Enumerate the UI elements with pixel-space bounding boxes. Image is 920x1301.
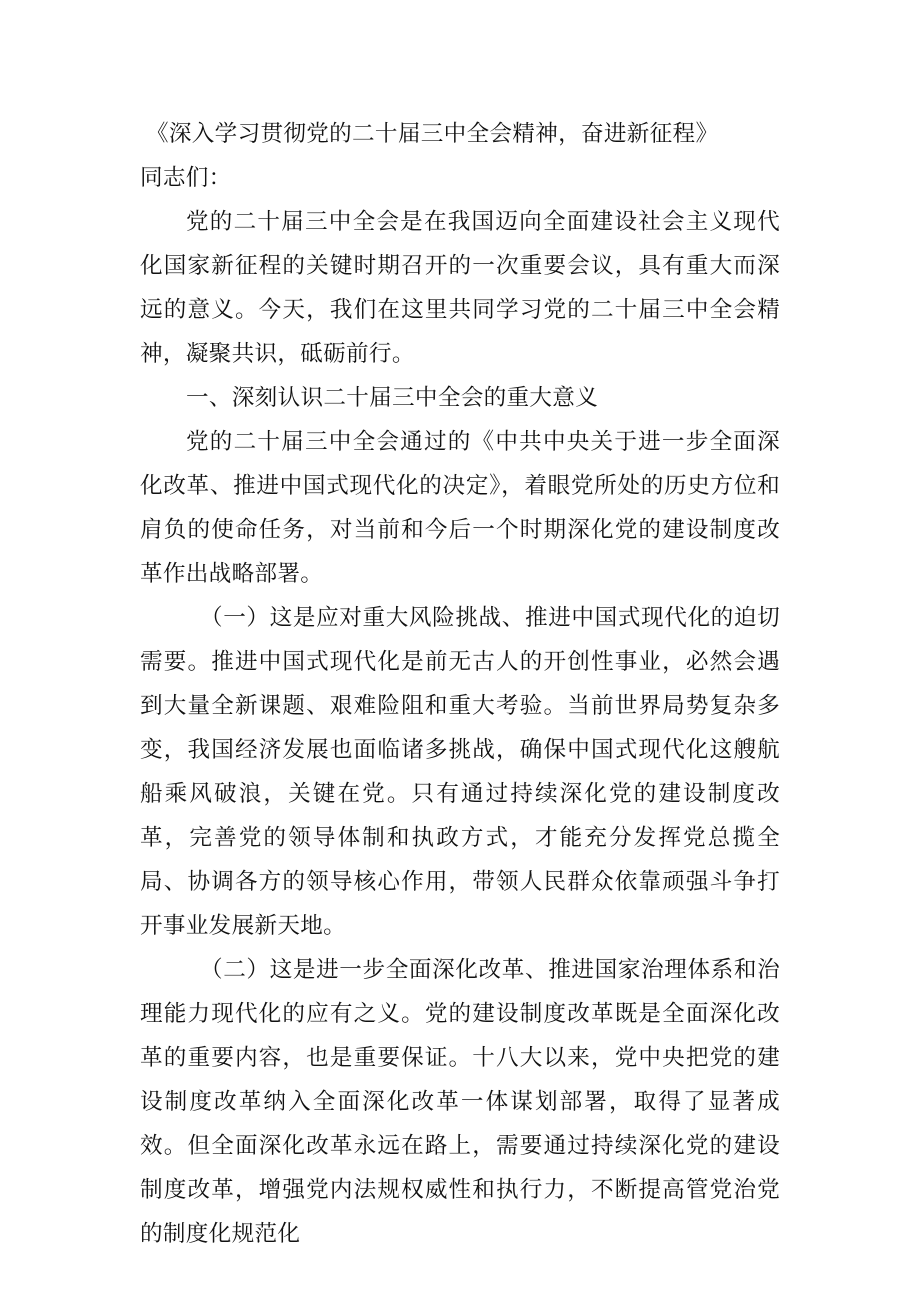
section-heading-1: 一、深刻认识二十届三中全会的重大意义 [186, 385, 599, 411]
paragraph-point-2: （二）这是进一步全面深化改革、推进国家治理体系和治理能力现代化的应有之义。党的建设制度改革既是全面深化改革的重要内容，也是重要保证。十八大以来，党中央把党的建设制度改革纳入全面深化改革一体谋划部署，取得了显著成效。但全面深化改革永远在路上，需要通过持续深化党的建设制度改革，增强党内法规权威性和执行力，不断提高管党治党的制度化规范化 [140, 957, 780, 1247]
document-title: 《深入学习贯彻党的二十届三中全会精神，奋进新征程》 [146, 121, 719, 147]
paragraph-decision: 党的二十届三中全会通过的《中共中央关于进一步全面深化改革、推进中国式现代化的决定》，着眼党所处的历史方位和肩负的使命任务，对当前和今后一个时期深化党的建设制度改革作出战略部署。 [140, 429, 780, 587]
document-body [140, 112, 780, 1256]
paragraph-point-1: （一）这是应对重大风险挑战、推进中国式现代化的迫切需要。推进中国式现代化是前无古人的开创性事业，必然会遇到大量全新课题、艰难险阻和重大考验。当前世界局势复杂多变，我国经济发展也面临诸多挑战，确保中国式现代化这艘航船乘风破浪，关键在党。只有通过持续深化党的建设制度改革，完善党的领导体制和执政方式，才能充分发挥党总揽全局、协调各方的领导核心作用，带领人民群众依靠顽强斗争打开事业发展新天地。 [140, 605, 780, 939]
paragraph-intro: 党的二十届三中全会是在我国迈向全面建设社会主义现代化国家新征程的关键时期召开的一次重要会议，具有重大而深远的意义。今天，我们在这里共同学习党的二十届三中全会精神，凝聚共识，砥砺前行。 [140, 209, 780, 367]
salutation: 同志们： [140, 165, 232, 191]
